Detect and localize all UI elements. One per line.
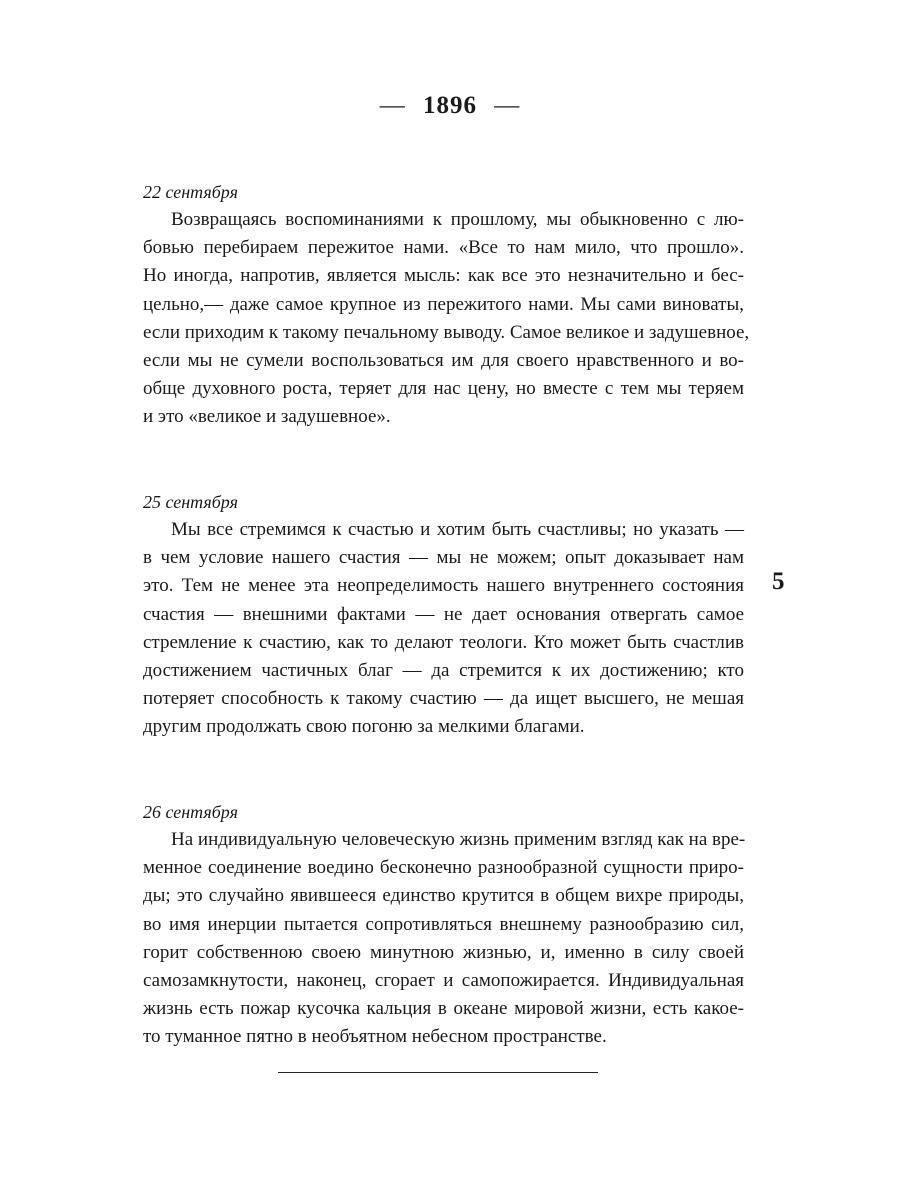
section-end-rule xyxy=(278,1072,598,1073)
text-line: Возвращаясь воспоминаниями к прошлому, мы обыкновенно с лю- xyxy=(171,209,744,230)
text-line: в чем условие нашего счастия — мы не можем; опыт доказывает нам xyxy=(143,547,744,569)
text-line: то туманное пятно в необъятном небесном пространстве. xyxy=(143,1026,607,1048)
text-line: потеряет способность к такому счастию — да ищет высшего, не мешая xyxy=(143,688,744,710)
diary-entry xyxy=(143,488,744,742)
entry-date: 26 сентября xyxy=(143,802,238,822)
page-number: 5 xyxy=(772,568,785,595)
text-line: другим продолжать свою погоню за мелкими благами. xyxy=(143,716,585,738)
entry-text xyxy=(143,206,750,432)
text-line: это. Тем не менее эта неопределимость нашего внутреннего состояния xyxy=(143,575,744,597)
text-line: ды; это случайно явившееся единство крутится в общем вихре природы, xyxy=(143,885,744,907)
text-line: и это «великое и задушевное». xyxy=(143,406,391,428)
text-line: На индивидуальную человеческую жизнь применим взгляд как на вре- xyxy=(171,829,746,850)
text-line: горит собственною своею минутною жизнью, и, именно в силу своей xyxy=(143,941,744,963)
entry-text xyxy=(143,826,744,1052)
diary-entry xyxy=(143,178,750,432)
text-line: стремление к счастию, как то делают теологи. Кто может быть счастлив xyxy=(143,631,744,653)
text-line: Но иногда, напротив, является мысль: как все это незначительно и бес- xyxy=(143,265,744,287)
header-dash-left: — xyxy=(379,92,406,119)
text-line: цельно,— даже самое крупное из пережитого нами. Мы сами виноваты, xyxy=(143,293,744,315)
year-title: 1896 xyxy=(423,92,477,119)
text-line: счастия — внешними фактами — не дает основания отвергать самое xyxy=(143,603,744,625)
entry-date: 25 сентября xyxy=(143,492,238,512)
text-line: менное соединение воедино бесконечно разнообразной сущности приро- xyxy=(143,857,744,879)
text-line: во имя инерции пытается сопротивляться внешнему разнообразию сил, xyxy=(143,913,744,935)
text-line: если приходим к такому печальному выводу. Самое великое и задушевное, xyxy=(143,321,750,343)
text-line: жизнь есть пожар кусочка кальция в океане мировой жизни, есть какое- xyxy=(143,998,744,1020)
header-dash-right: — xyxy=(494,92,521,119)
text-line: обще духовного роста, теряет для нас цену, но вместе с тем мы теряем xyxy=(143,378,744,400)
text-line: если мы не сумели воспользоваться им для своего нравственного и во- xyxy=(143,350,744,372)
entry-text xyxy=(143,516,744,742)
text-line: бовью перебираем пережитое нами. «Все то нам мило, что прошло». xyxy=(143,237,744,259)
text-line: Мы все стремимся к счастью и хотим быть счастливы; но указать — xyxy=(171,519,744,540)
text-line: самозамкнутости, наконец, сгорает и самопожирается. Индивидуальная xyxy=(143,970,744,992)
entry-date: 22 сентября xyxy=(143,182,238,202)
page-header xyxy=(0,88,900,124)
diary-entry xyxy=(143,798,744,1052)
text-line: достижением частичных благ — да стремится к их достижению; кто xyxy=(143,660,744,682)
